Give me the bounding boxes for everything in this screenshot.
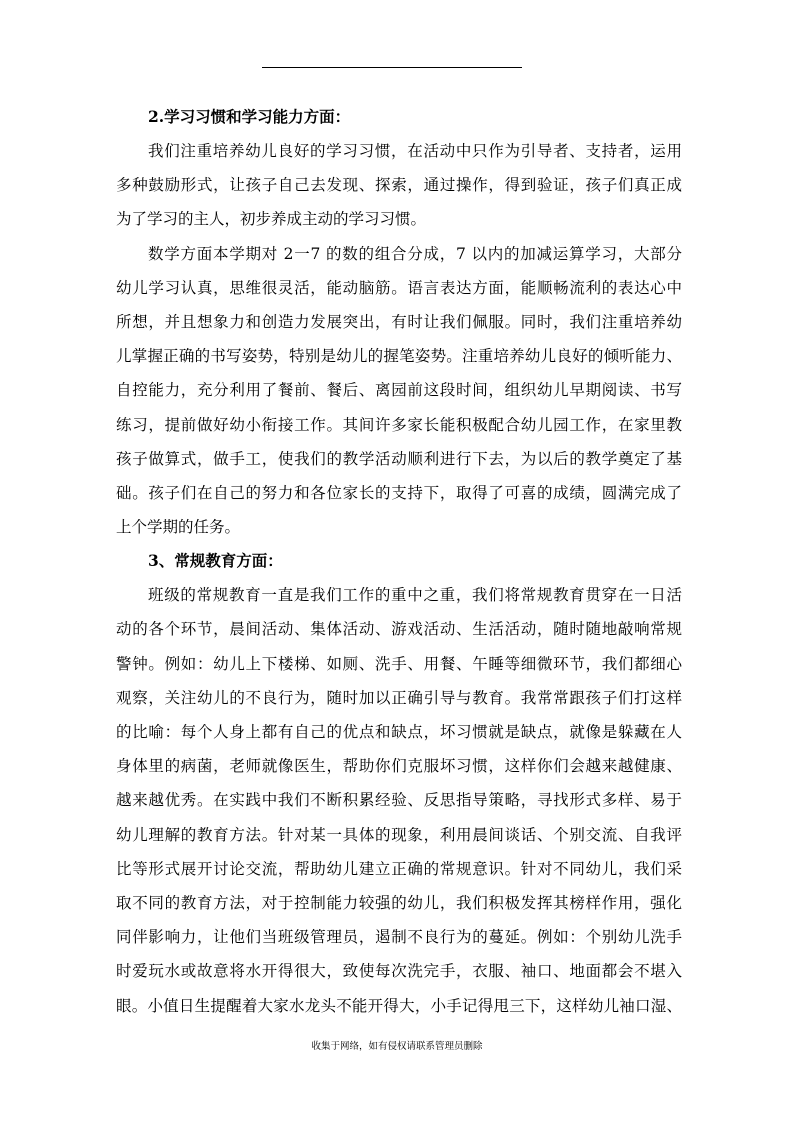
text-line: 练习，提前做好幼小衔接工作。其间许多家长能积极配合幼儿园工作，在家里教 [116, 415, 682, 434]
text-line: 观察，关注幼儿的不良行为，随时加以正确引导与教育。我常常跟孩子们打这样 [116, 688, 682, 707]
text-line: 幼儿学习认真，思维很灵活，能动脑筋。语言表达方面，能顺畅流利的表达心中 [116, 278, 682, 297]
text-line: 自控能力，充分利用了餐前、餐后、离园前这段时间，组织幼儿早期阅读、书写 [116, 381, 682, 400]
page-footer: 收集于网络，如有侵权请联系管理员删除 [311, 1041, 483, 1052]
text-line: 础。孩子们在自己的努力和各位家长的支持下，取得了可喜的成绩，圆满完成了 [116, 483, 682, 502]
text-line: 班级的常规教育一直是我们工作的重中之重，我们将常规教育贯穿在一日活 [148, 586, 682, 605]
text-line: 的比喻：每个人身上都有自己的优点和缺点，坏习惯就是缺点，就像是躲藏在人 [116, 723, 682, 741]
text-line: 身体里的病菌，老师就像医生，帮助你们克服坏习惯，这样你们会越来越健康、 [116, 757, 682, 776]
text-line: 我们注重培养幼儿良好的学习习惯，在活动中只作为引导者、支持者，运用 [148, 142, 682, 160]
text-line: 时爱玩水或故意将水开得很大，致使每次洗完手，衣服、袖口、地面都会不堪入 [116, 962, 682, 981]
section-heading-study-habits: 2.学习习惯和学习能力方面： [148, 107, 351, 126]
paragraph-math-language [116, 237, 682, 545]
text-line: 警钟。例如：幼儿上下楼梯、如厕、洗手、用餐、午睡等细微环节，我们都细心 [116, 654, 682, 673]
text-line: 数学方面本学期对 2一7 的数的组合分成，7 以内的加减运算学习，大部分 [148, 244, 682, 263]
text-line: 多种鼓励形式，让孩子自己去发现、探索，通过操作，得到验证，孩子们真正成 [116, 176, 682, 195]
paragraph-study-habits [116, 134, 682, 237]
text-line: 越来越优秀。在实践中我们不断积累经验、反思指导策略，寻找形式多样、易于 [116, 791, 682, 810]
text-line: 孩子做算式，做手工，使我们的教学活动顺利进行下去，为以后的教学奠定了基 [116, 449, 682, 468]
text-line: 眼。小值日生提醒着大家水龙头不能开得大，小手记得甩三下，这样幼儿袖口湿、 [116, 996, 682, 1015]
text-line: 幼儿理解的教育方法。针对某一具体的现象，利用晨间谈话、个别交流、自我评 [116, 825, 682, 844]
header-rule [262, 67, 522, 68]
text-line: 比等形式展开讨论交流，帮助幼儿建立正确的常规意识。针对不同幼儿，我们采 [116, 859, 682, 878]
document-body [116, 100, 682, 1023]
paragraph-routine-education [116, 578, 682, 1022]
text-line: 所想，并且想象力和创造力发展突出，有时让我们佩服。同时，我们注重培养幼 [116, 312, 682, 331]
text-line: 同伴影响力，让他们当班级管理员，遏制不良行为的蔓延。例如：个别幼儿洗手 [116, 928, 682, 947]
text-line: 儿掌握正确的书写姿势，特别是幼儿的握笔姿势。注重培养幼儿良好的倾听能力、 [116, 347, 682, 366]
text-line: 取不同的教育方法，对于控制能力较强的幼儿，我们积极发挥其榜样作用，强化 [116, 893, 682, 912]
text-line: 上个学期的任务。 [116, 518, 241, 537]
text-line: 动的各个环节，晨间活动、集体活动、游戏活动、生活活动，随时随地敲响常规 [116, 620, 682, 639]
text-line: 为了学习的主人，初步养成主动的学习习惯。 [116, 210, 427, 229]
section-heading-routine-education: 3、常规教育方面： [148, 551, 283, 571]
